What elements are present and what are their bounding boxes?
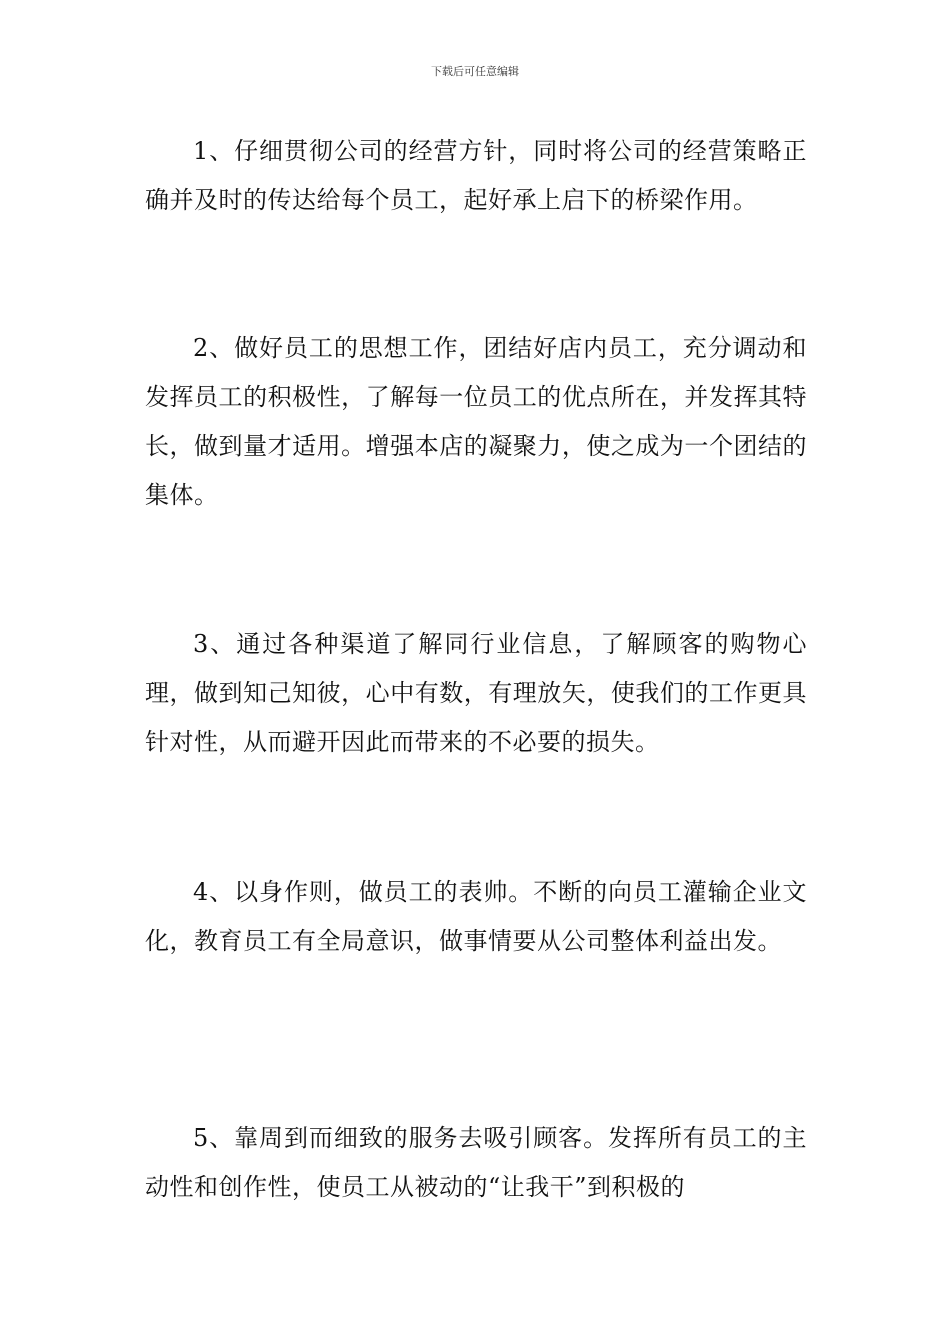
paragraph-item-4: 4、以身作则，做员工的表帅。不断的向员工灌输企业文化，教育员工有全局意识，做事情要从公司整体利益出发。 [145, 878, 807, 955]
paragraph-item-3: 3、通过各种渠道了解同行业信息，了解顾客的购物心理，做到知己知彼，心中有数，有理放矢，使我们的工作更具针对性，从而避开因此而带来的不必要的损失。 [145, 630, 807, 756]
paragraph-item-5: 5、靠周到而细致的服务去吸引顾客。发挥所有员工的主动性和创作性，使员工从被动的“让我干”到积极的 [145, 1124, 807, 1201]
paragraph-item-1: 1、仔细贯彻公司的经营方针，同时将公司的经营策略正确并及时的传达给每个员工，起好承上启下的桥梁作用。 [145, 137, 807, 214]
paragraph-item-2: 2、做好员工的思想工作，团结好店内员工，充分调动和发挥员工的积极性，了解每一位员工的优点所在，并发挥其特长，做到量才适用。增强本店的凝聚力，使之成为一个团结的集体。 [145, 334, 807, 509]
page-header-note: 下载后可任意编辑 [431, 65, 519, 78]
